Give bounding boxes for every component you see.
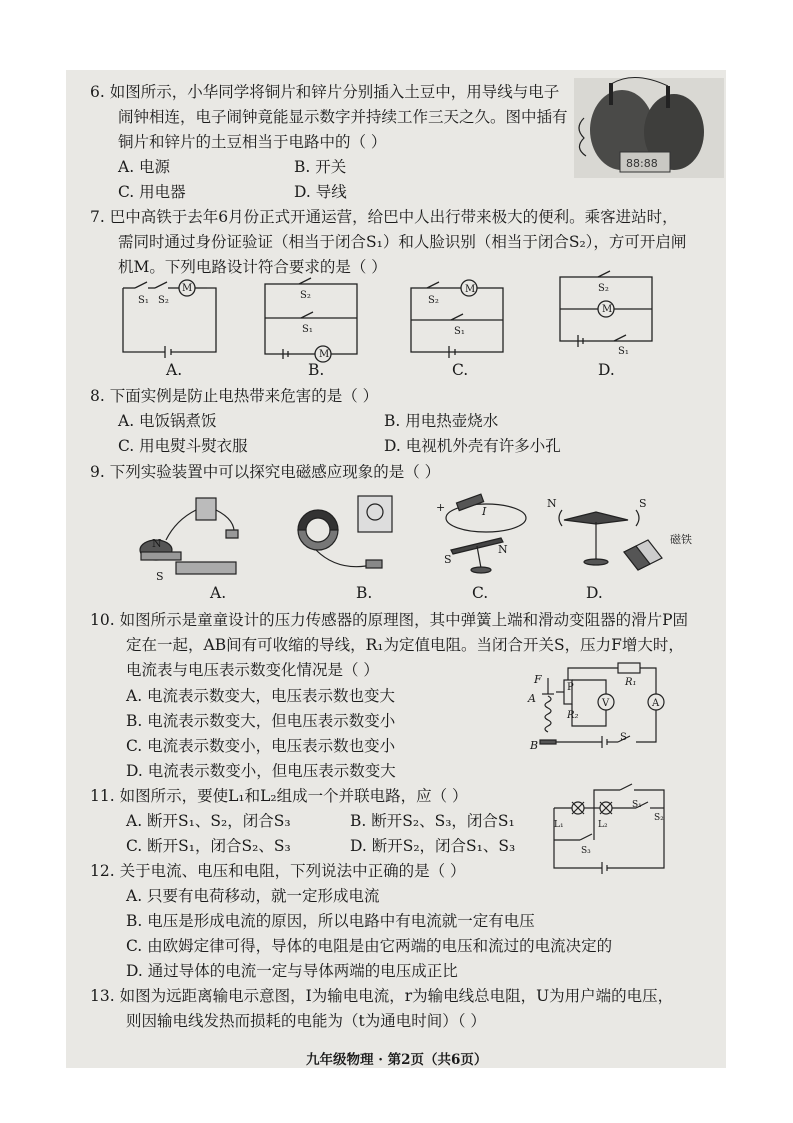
q9c-label-i: I	[482, 505, 487, 518]
q11-label-l1: L₁	[554, 820, 564, 830]
q7a-label-s2: S₂	[158, 295, 169, 306]
q12-option-a[interactable]: A. 只要有电荷移动，就一定形成电流	[126, 887, 380, 905]
q11-circuit	[550, 780, 670, 872]
q9-option-c[interactable]: C.	[472, 584, 489, 602]
q6-line-1: 6. 如图所示，小华同学将铜片和锌片分别插入土豆中，用导线与电子	[90, 83, 560, 101]
q7b-label-s1: S₁	[302, 324, 313, 335]
q12-stem: 12. 关于电流、电压和电阻，下列说法中正确的是（ ）	[90, 862, 466, 880]
q9-option-a[interactable]: A.	[210, 584, 227, 602]
q10-line-2: 定在一起，AB间有可收缩的导线，R₁为定值电阻。当闭合开关S，压力F增大时，	[126, 636, 684, 654]
q8-stem: 8. 下面实例是防止电热带来危害的是（ ）	[90, 387, 379, 405]
q9a-label-s: S	[156, 570, 164, 583]
q10-label-s: S	[620, 732, 627, 743]
q9a-label-n: N	[152, 537, 162, 550]
q7-line-1: 7. 巴中高铁于去年6月份正式开通运营，给巴中人出行带来极大的便利。乘客进站时，	[90, 208, 678, 226]
q6-option-c[interactable]: C. 用电器	[118, 183, 186, 201]
q10-label-f: F	[534, 673, 542, 686]
q9c-label-plus: +	[436, 501, 446, 514]
q10-label-r2: R₂	[567, 710, 579, 721]
q10-option-d[interactable]: D. 电流表示数变小，但电压表示数变大	[126, 762, 396, 780]
q7-circuit-b	[263, 280, 363, 360]
q7c-label-s2: S₂	[428, 295, 439, 306]
q11-label-l2: L₂	[598, 820, 608, 830]
q13-line-2: 则因输电线发热而损耗的电能为（t为通电时间）（ ）	[126, 1012, 486, 1030]
q7-option-c[interactable]: C.	[452, 361, 469, 379]
q10-option-b[interactable]: B. 电流表示数变大，但电压表示数变小	[126, 712, 396, 730]
q12-option-c[interactable]: C. 由欧姆定律可得，导体的电阻是由它两端的电压和流过的电流决定的	[126, 937, 613, 955]
q8-option-c[interactable]: C. 用电熨斗熨衣服	[118, 437, 248, 455]
q11-option-b[interactable]: B. 断开S₂、S₃，闭合S₁	[350, 812, 515, 830]
q10-option-a[interactable]: A. 电流表示数变大，电压表示数也变大	[126, 687, 396, 705]
q9d-label-n: N	[547, 497, 557, 510]
q10-label-r1: R₁	[625, 677, 637, 688]
q9-stem: 9. 下列实验装置中可以探究电磁感应现象的是（ ）	[90, 463, 441, 481]
q8-option-b[interactable]: B. 用电热壶烧水	[384, 412, 499, 430]
q7d-label-s1: S₁	[618, 346, 629, 357]
q12-option-d[interactable]: D. 通过导体的电流一定与导体两端的电压成正比	[126, 962, 458, 980]
q11-option-c[interactable]: C. 断开S₁，闭合S₂、S₃	[126, 837, 291, 855]
q12-option-b[interactable]: B. 电压是形成电流的原因，所以电路中有电流就一定有电压	[126, 912, 535, 930]
q9-option-b[interactable]: B.	[356, 584, 373, 602]
q7-circuit-a	[121, 280, 221, 360]
q10-line-3: 电流表与电压表示数变化情况是（ ）	[126, 661, 379, 679]
q10-option-c[interactable]: C. 电流表示数变小，电压表示数也变小	[126, 737, 396, 755]
q8-option-a[interactable]: A. 电饭锅煮饭	[118, 412, 217, 430]
q7d-label-s2: S₂	[598, 283, 609, 294]
q10-label-a-end: A	[528, 692, 536, 705]
q7-option-d[interactable]: D.	[598, 361, 615, 379]
q11-option-d[interactable]: D. 断开S₂，闭合S₁、S₃	[350, 837, 516, 855]
q10-label-p: P	[567, 682, 574, 693]
q7c-label-s1: S₁	[454, 326, 465, 337]
q6-line-3: 铜片和锌片的土豆相当于电路中的（ ）	[118, 133, 387, 151]
q9-apparatus-b	[286, 490, 406, 580]
q6-option-a[interactable]: A. 电源	[118, 158, 171, 176]
q7c-label-m: M	[465, 284, 476, 295]
q6-option-b[interactable]: B. 开关	[294, 158, 347, 176]
q11-stem: 11. 如图所示，要使L₁和L₂组成一个并联电路，应（ ）	[90, 787, 468, 805]
q10-label-b-end: B	[530, 739, 539, 752]
potato-battery-image	[574, 78, 724, 178]
q11-label-s1: S₁	[632, 800, 642, 810]
q7b-label-s2: S₂	[300, 290, 311, 301]
q10-line-1: 10. 如图所示是童童设计的压力传感器的原理图，其中弹簧上端和滑动变阻器的滑片P固	[90, 611, 689, 629]
q9d-label-magnet: 磁铁	[670, 533, 692, 546]
q7b-label-m: M	[319, 349, 330, 360]
q7-option-b[interactable]: B.	[308, 361, 325, 379]
q7d-label-m: M	[602, 304, 613, 315]
q9-apparatus-a	[136, 490, 246, 580]
q6-line-2: 闹钟相连，电子闹钟竟能显示数字并持续工作三天之久。图中插有	[118, 108, 568, 126]
q10-circuit	[528, 666, 668, 756]
q7a-label-m: M	[182, 283, 193, 294]
q10-ammeter-label: A	[652, 698, 660, 709]
q7a-label-s1: S₁	[138, 295, 149, 306]
q6-option-d[interactable]: D. 导线	[294, 183, 347, 201]
q11-label-s3: S₃	[581, 846, 591, 856]
q11-option-a[interactable]: A. 断开S₁、S₂，闭合S₃	[126, 812, 291, 830]
q9d-label-s: S	[639, 497, 647, 510]
q13-line-1: 13. 如图为远距离输电示意图，I为输电电流，r为输电线总电阻，U为用户端的电压，	[90, 987, 674, 1005]
q9-apparatus-d	[544, 490, 674, 580]
q7-circuit-c	[409, 280, 509, 360]
q7-line-2: 需同时通过身份证验证（相当于闭合S₁）和人脸识别（相当于闭合S₂），方可开启闸	[118, 233, 687, 251]
q11-label-s2: S₂	[654, 813, 664, 823]
q8-option-d[interactable]: D. 电视机外壳有许多小孔	[384, 437, 561, 455]
q7-line-3: 机M。下列电路设计符合要求的是（ ）	[118, 258, 387, 276]
q7-option-a[interactable]: A.	[166, 361, 183, 379]
svg-text:88:88: 88:88	[626, 157, 658, 170]
q10-voltmeter-label: V	[602, 698, 610, 709]
q9c-label-s: S	[444, 553, 452, 566]
q9-option-d[interactable]: D.	[586, 584, 603, 602]
page-footer: 九年级物理 · 第2页（共6页）	[306, 1052, 488, 1068]
exam-page	[66, 70, 726, 1068]
q9c-label-n: N	[498, 543, 508, 556]
